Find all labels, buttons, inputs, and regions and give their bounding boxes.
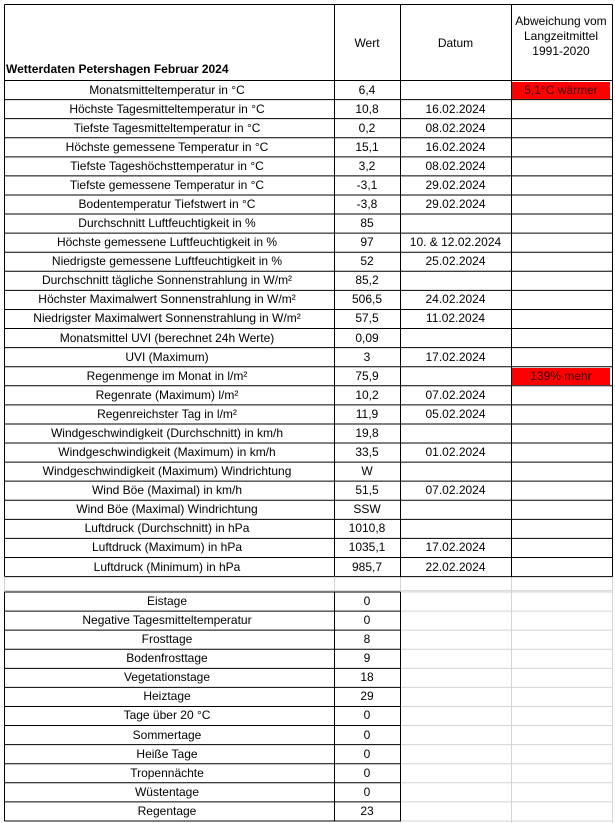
row-value[interactable]: W [361, 464, 373, 479]
row-value[interactable]: 0,09 [355, 330, 379, 345]
row-deviation[interactable] [511, 405, 611, 424]
row-label[interactable]: Höchste gemessene Luftfeuchtigkeit in % [56, 235, 278, 250]
row-value[interactable]: 57,5 [355, 311, 379, 326]
row-value[interactable]: 1010,8 [348, 521, 386, 536]
row-value[interactable]: 985,7 [351, 559, 383, 574]
count-value[interactable]: 18 [360, 670, 374, 685]
count-value[interactable]: 29 [360, 689, 374, 704]
row-date[interactable]: 07.02.2024 [425, 483, 486, 498]
row-value[interactable]: -3,1 [356, 177, 378, 192]
row-label[interactable]: Luftdruck (Durchschnitt) in hPa [84, 521, 250, 536]
row-deviation[interactable] [511, 481, 611, 500]
deviation-badge[interactable]: 139% mehr [512, 368, 610, 385]
row-date[interactable] [400, 519, 511, 538]
row-deviation[interactable] [511, 214, 611, 233]
count-value[interactable]: 0 [363, 765, 371, 780]
row-value[interactable]: -3,8 [356, 196, 378, 211]
count-value[interactable]: 0 [363, 746, 371, 761]
row-deviation[interactable] [511, 329, 611, 348]
row-label[interactable]: Luftdruck (Maximum) in hPa [91, 540, 243, 555]
header-wert[interactable]: Wert [354, 36, 380, 50]
row-value[interactable]: 15,1 [355, 139, 379, 154]
count-label[interactable]: Regentage [137, 803, 197, 818]
row-value[interactable]: 0,2 [358, 120, 376, 135]
row-date[interactable]: 29.02.2024 [425, 196, 486, 211]
row-value[interactable]: 6,4 [358, 82, 376, 97]
count-value[interactable]: 0 [363, 613, 371, 628]
row-label[interactable]: Regenrate (Maximum) l/m² [95, 387, 239, 402]
row-label[interactable]: UVI (Maximum) [125, 349, 209, 364]
row-value[interactable]: 3 [363, 349, 371, 364]
row-value[interactable]: 11,9 [355, 406, 379, 421]
row-date[interactable]: 16.02.2024 [425, 101, 486, 116]
row-date[interactable]: 01.02.2024 [425, 445, 486, 460]
row-label[interactable]: Höchste gemessene Temperatur in °C [65, 139, 269, 154]
count-label[interactable]: Heiße Tage [136, 746, 198, 761]
row-date[interactable] [400, 462, 511, 481]
row-label[interactable]: Monatsmittel UVI (berechnet 24h Werte) [59, 330, 275, 345]
count-value[interactable]: 23 [360, 803, 374, 818]
count-value[interactable]: 9 [363, 651, 371, 666]
count-value[interactable]: 0 [363, 727, 371, 742]
row-label[interactable]: Luftdruck (Minimum) in hPa [93, 559, 241, 574]
count-label[interactable]: Tropennächte [130, 765, 204, 780]
row-value[interactable]: 506,5 [351, 292, 383, 307]
row-value[interactable]: 10,2 [355, 387, 379, 402]
row-deviation[interactable] [511, 252, 611, 271]
row-value[interactable]: 97 [360, 235, 374, 250]
row-deviation[interactable] [511, 309, 611, 328]
row-date[interactable] [400, 367, 511, 386]
row-label[interactable]: Regenmenge im Monat in l/m² [86, 368, 248, 383]
row-deviation[interactable] [511, 519, 611, 538]
row-date[interactable]: 08.02.2024 [425, 120, 486, 135]
row-label[interactable]: Wind Böe (Maximal) in km/h [91, 483, 243, 498]
row-date[interactable]: 16.02.2024 [425, 139, 486, 154]
count-label[interactable]: Vegetationstage [123, 670, 211, 685]
row-value[interactable]: 3,2 [358, 158, 376, 173]
row-date[interactable]: 08.02.2024 [425, 158, 486, 173]
row-date[interactable] [400, 329, 511, 348]
row-value[interactable]: SSW [353, 502, 381, 517]
row-date[interactable]: 29.02.2024 [425, 177, 486, 192]
row-date[interactable]: 17.02.2024 [425, 540, 486, 555]
row-value[interactable]: 51,5 [355, 483, 379, 498]
row-deviation[interactable] [511, 443, 611, 462]
row-date[interactable]: 07.02.2024 [425, 387, 486, 402]
row-label[interactable]: Höchster Maximalwert Sonnenstrahlung in W/m² [38, 292, 296, 307]
row-date[interactable] [400, 500, 511, 519]
row-date[interactable] [400, 271, 511, 290]
row-date[interactable]: 10. & 12.02.2024 [409, 235, 502, 250]
row-deviation[interactable] [511, 290, 611, 309]
row-label[interactable]: Windgeschwindigkeit (Maximum) in km/h [58, 445, 276, 460]
row-deviation[interactable] [511, 558, 611, 577]
count-value[interactable]: 0 [363, 784, 371, 799]
row-deviation[interactable] [511, 195, 611, 214]
count-label[interactable]: Bodenfrosttage [126, 651, 208, 666]
row-deviation[interactable] [511, 271, 611, 290]
row-label[interactable]: Regenreichster Tag in l/m² [97, 406, 237, 421]
row-date[interactable] [400, 81, 511, 100]
count-label[interactable]: Wüstentage [134, 784, 200, 799]
row-label[interactable]: Durchschnitt tägliche Sonnenstrahlung in W/m² [41, 273, 293, 288]
row-value[interactable]: 1035,1 [348, 540, 386, 555]
row-label[interactable]: Höchste Tagesmitteltemperatur in °C [69, 101, 265, 116]
row-value[interactable]: 85 [360, 216, 374, 231]
row-value[interactable]: 75,9 [355, 368, 379, 383]
row-deviation[interactable] [511, 138, 611, 157]
row-deviation[interactable] [511, 157, 611, 176]
count-value[interactable]: 0 [363, 594, 371, 608]
row-date[interactable] [400, 214, 511, 233]
row-label[interactable]: Tiefste gemessene Temperatur in °C [69, 177, 265, 192]
count-label[interactable]: Eistage [146, 594, 188, 608]
row-label[interactable]: Wind Böe (Maximal) Windrichtung [76, 502, 258, 517]
row-deviation[interactable] [511, 176, 611, 195]
row-label[interactable]: Monatsmitteltemperatur in °C [89, 82, 245, 97]
row-date[interactable]: 22.02.2024 [425, 559, 486, 574]
count-label[interactable]: Heiztage [143, 689, 191, 704]
row-deviation[interactable] [511, 424, 611, 443]
count-label[interactable]: Negative Tagesmitteltemperatur [82, 613, 252, 628]
row-deviation[interactable] [511, 462, 611, 481]
row-deviation[interactable] [511, 386, 611, 405]
row-label[interactable]: Niedrigste gemessene Luftfeuchtigkeit in % [51, 254, 283, 269]
row-date[interactable]: 25.02.2024 [425, 254, 486, 269]
row-value[interactable]: 33,5 [355, 445, 379, 460]
count-label[interactable]: Tage über 20 °C [123, 708, 211, 723]
row-value[interactable]: 10,8 [355, 101, 379, 116]
row-value[interactable]: 19,8 [355, 425, 379, 440]
row-date[interactable]: 05.02.2024 [425, 406, 486, 421]
row-date[interactable] [400, 424, 511, 443]
row-deviation[interactable] [511, 348, 611, 367]
header-abweichung[interactable]: Abweichung vom Langzeitmittel 1991-2020 [515, 14, 607, 58]
row-date[interactable]: 24.02.2024 [425, 292, 486, 307]
row-value[interactable]: 85,2 [355, 273, 379, 288]
row-value[interactable]: 52 [360, 254, 374, 269]
count-label[interactable]: Sommertage [132, 727, 202, 742]
row-label[interactable]: Windgeschwindigkeit (Maximum) Windrichtung [42, 464, 292, 479]
count-label[interactable]: Frosttage [141, 632, 193, 647]
row-deviation[interactable] [511, 500, 611, 519]
row-deviation[interactable] [511, 233, 611, 252]
count-value[interactable]: 0 [363, 708, 371, 723]
row-date[interactable]: 17.02.2024 [425, 349, 486, 364]
row-label[interactable]: Durchschnitt Luftfeuchtigkeit in % [78, 216, 256, 231]
row-label[interactable]: Windgeschwindigkeit (Durchschnitt) in km/h [50, 425, 284, 440]
header-datum[interactable]: Datum [437, 36, 474, 50]
row-label[interactable]: Niedrigster Maximalwert Sonnenstrahlung in W/m² [33, 311, 301, 326]
deviation-badge[interactable]: 5,1°C wärmer [512, 82, 610, 99]
row-label[interactable]: Tiefste Tageshöchsttemperatur in °C [70, 158, 264, 173]
row-deviation[interactable] [511, 100, 611, 119]
row-label[interactable]: Bodentemperatur Tiefstwert in °C [78, 196, 256, 211]
sheet-title[interactable]: Wetterdaten Petershagen Februar 2024 [6, 62, 229, 76]
count-value[interactable]: 8 [363, 632, 371, 647]
row-deviation[interactable] [511, 538, 611, 557]
row-label[interactable]: Tiefste Tagesmitteltemperatur in °C [73, 120, 261, 135]
row-date[interactable]: 11.02.2024 [425, 311, 486, 326]
row-deviation[interactable] [511, 119, 611, 138]
